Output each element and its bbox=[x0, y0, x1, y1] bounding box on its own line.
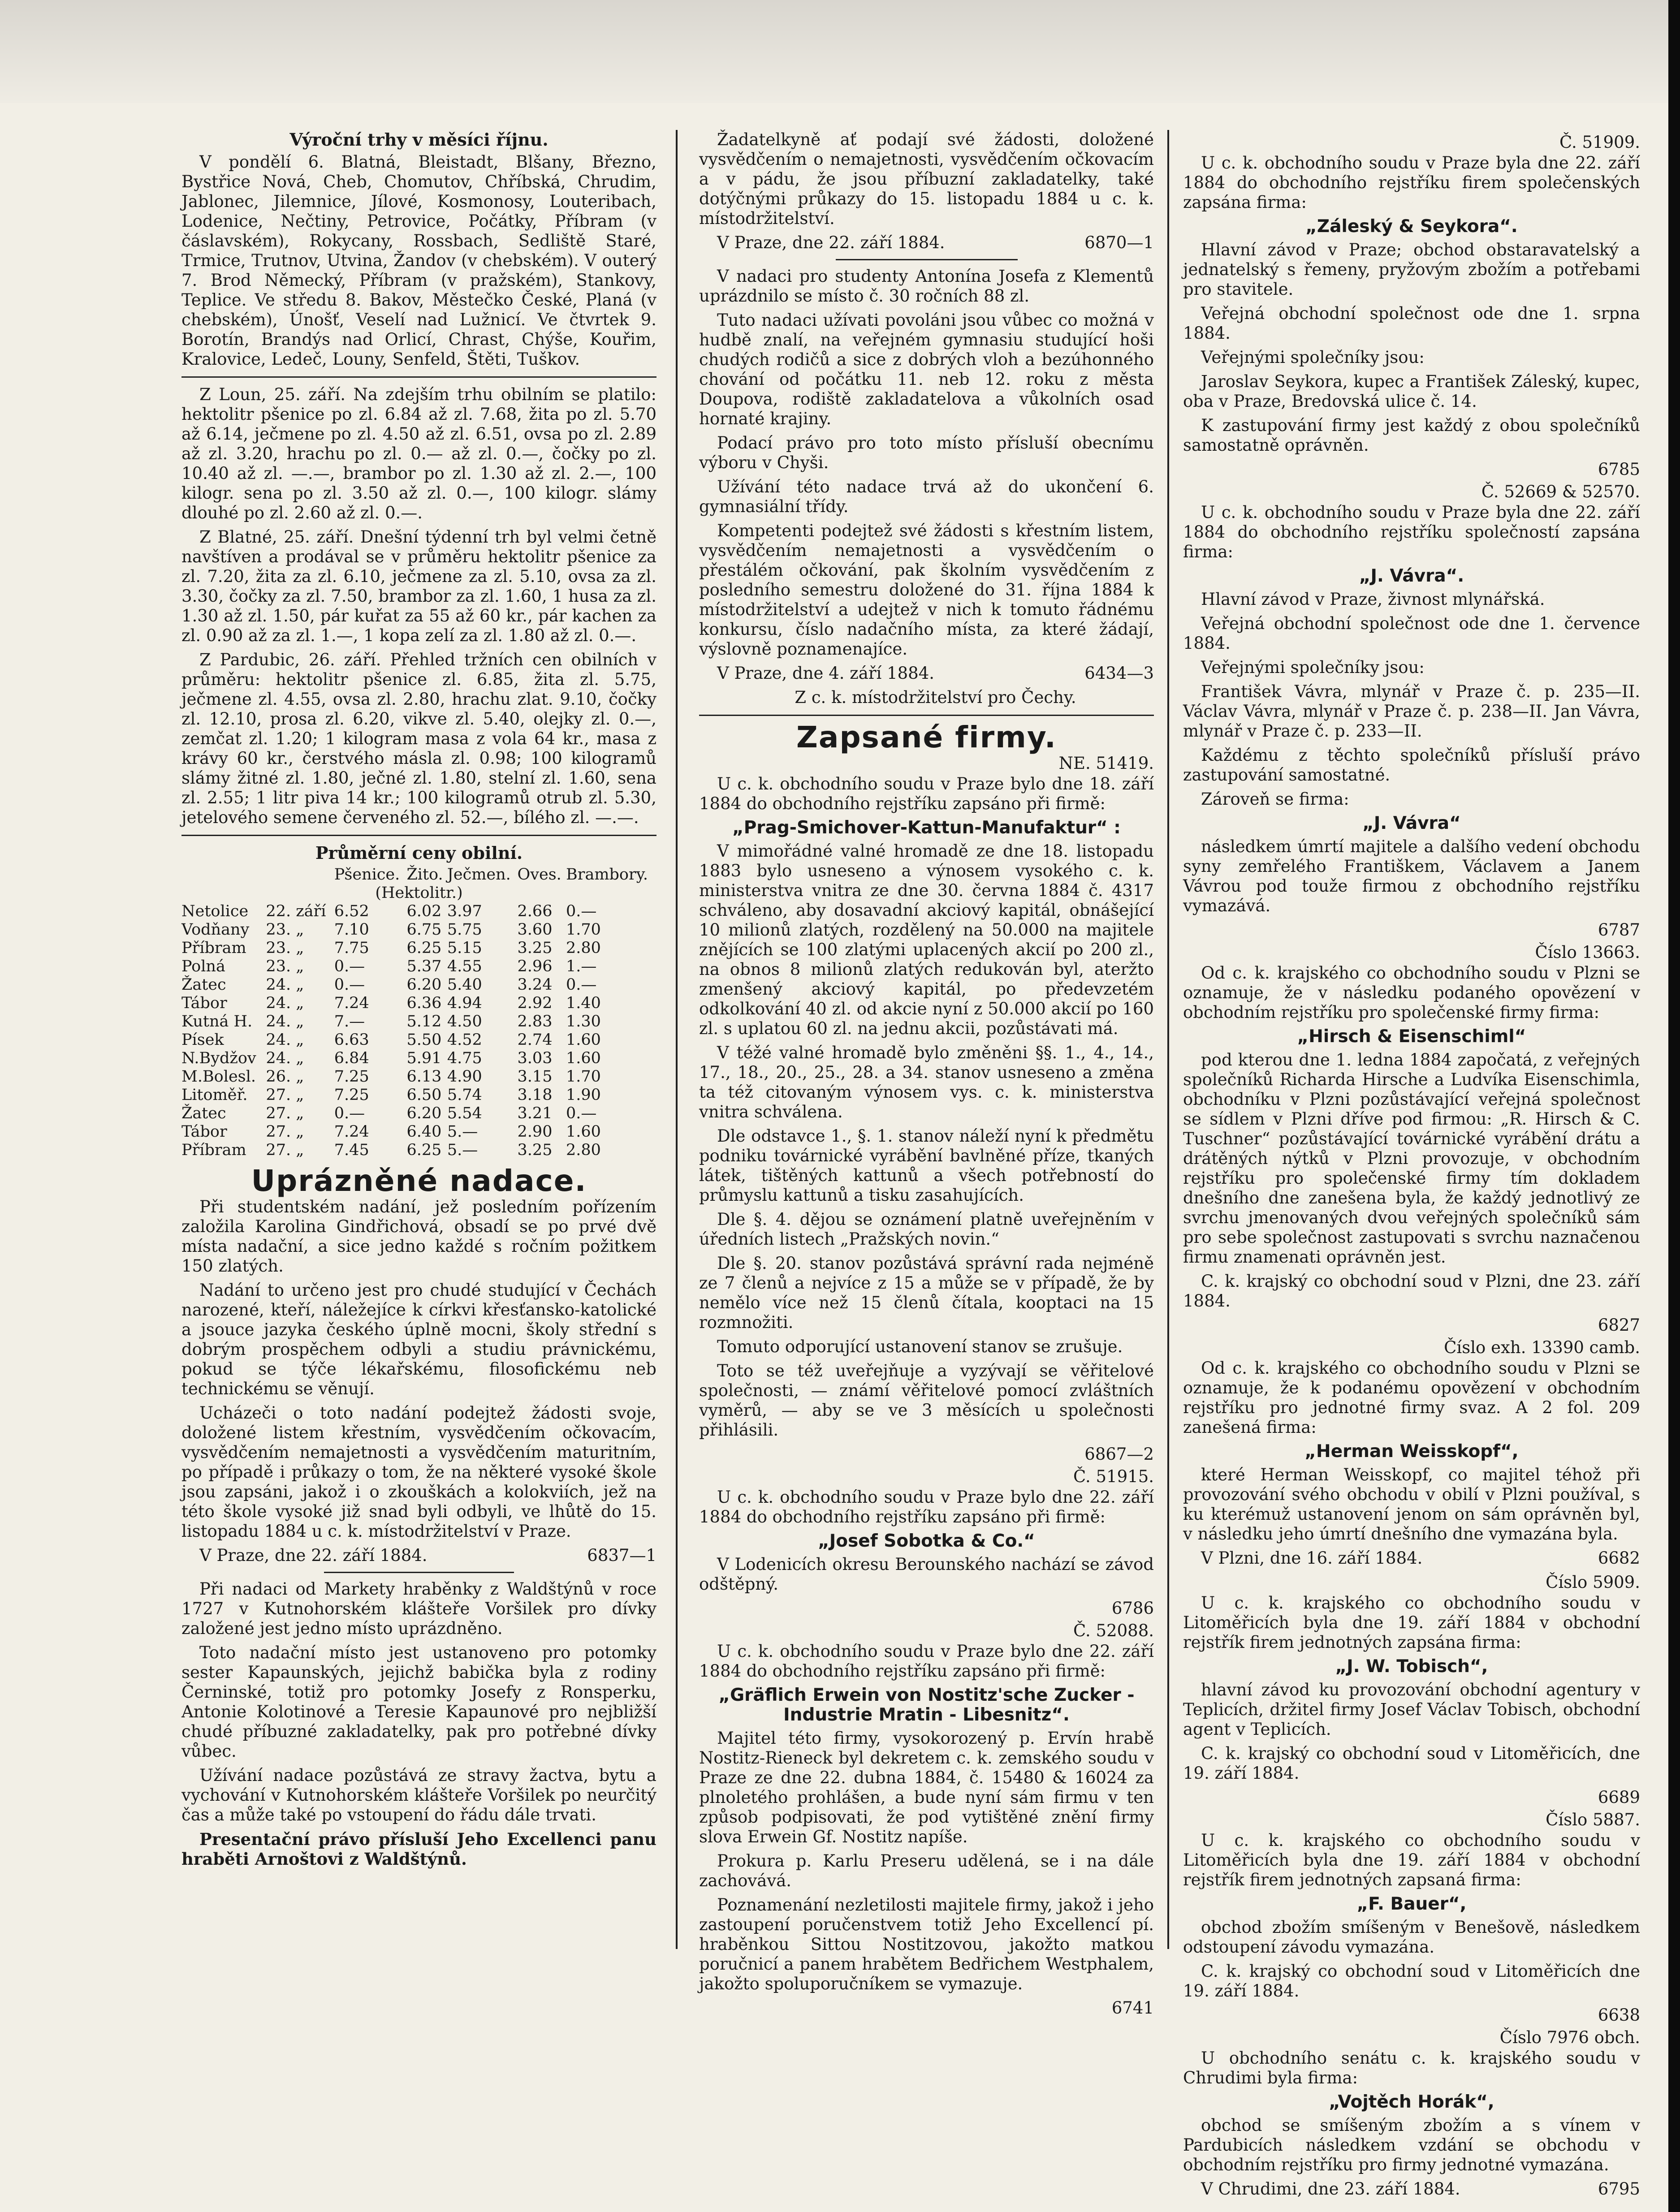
signature-date: V Praze, dne 22. září 1884. bbox=[717, 233, 945, 252]
entry-paragraph: František Vávra, mlynář v Praze č. p. 235—II. Václav Vávra, mlynář v Praze č. p. 238—II. Jan Vávra, mlynář v Praze č. p. 233—II. bbox=[1183, 682, 1640, 741]
prices-cell: 0.— bbox=[566, 902, 597, 920]
col-header: Brambory. bbox=[566, 866, 648, 884]
signature-line bbox=[1183, 1548, 1640, 1568]
entry-intro: U c. k. obchodního soudu v Praze bylo dne 18. září 1884 do obchodního rejstříku zapsáno při firmě: bbox=[699, 774, 1154, 813]
prices-cell: Litoměř. bbox=[181, 1086, 248, 1104]
prices-row bbox=[181, 1049, 656, 1068]
prices-cell: 24. „ bbox=[266, 1031, 304, 1049]
nadace-paragraph: Při studentském nadání, jež posledním pořízením založila Karolina Gindřichová, obsadí se po prvé dvě místa nadační, a sice jedno každé s ročním požitkem 150 zlatých. bbox=[181, 1197, 656, 1276]
prices-cell: 22. září bbox=[266, 902, 326, 920]
prices-cell: 24. „ bbox=[266, 976, 304, 994]
divider bbox=[324, 1572, 514, 1573]
prices-cell: 7.24 bbox=[334, 1123, 369, 1141]
prices-cell: Tábor bbox=[181, 994, 227, 1012]
nadace-paragraph: Při nadaci od Markety hraběnky z Waldštýnů v roce 1727 v Kutnohorském klášteře Voršilek pro dívky založené jest jedno místo uprázdněno. bbox=[181, 1579, 656, 1638]
notice-number: 6786 bbox=[1111, 1599, 1154, 1618]
prices-table bbox=[181, 866, 656, 1160]
notice-number: 6827 bbox=[1598, 1315, 1640, 1335]
prices-cell: 4.52 bbox=[447, 1031, 482, 1049]
prices-cell: 2.96 bbox=[517, 957, 553, 975]
prices-cell: Netolice bbox=[181, 902, 249, 920]
prices-cell: 1.40 bbox=[566, 994, 601, 1012]
notice-number: 6837—1 bbox=[587, 1546, 656, 1565]
prices-cell: 6.50 bbox=[406, 1086, 442, 1104]
divider bbox=[836, 259, 1018, 260]
prices-cell: 3.24 bbox=[517, 976, 553, 994]
prices-cell: 3.15 bbox=[517, 1068, 553, 1086]
prices-cell: 6.52 bbox=[334, 902, 369, 920]
prices-cell: 3.25 bbox=[517, 1141, 553, 1159]
entry-paragraph: C. k. krajský co obchodní soud v Litoměřicích, dne 19. září 1884. bbox=[1183, 1744, 1640, 1783]
column-1 bbox=[181, 130, 656, 1873]
prices-cell: 0.— bbox=[566, 1104, 597, 1122]
entry-paragraph: V Lodenicích okresu Berounského nachází se závod odštěpný. bbox=[699, 1555, 1154, 1594]
entry-paragraph: Veřejnými společníky jsou: bbox=[1201, 658, 1425, 677]
page-top-shadow bbox=[0, 0, 1680, 103]
prices-header-row bbox=[181, 866, 656, 884]
prices-cell: 6.36 bbox=[406, 994, 442, 1012]
entry-paragraph: V téžé valné hromadě bylo změněni §§. 1., 4., 14., 17., 18., 20., 25., 28. a 34. stanov usneseno a změna ta též citovaným výnosem vys. c. k. ministerstva vnitra schválena. bbox=[699, 1043, 1154, 1121]
entry-paragraph: obchod se smíšeným zbožím a s vínem v Pardubicích následkem vzdání se obchodu v obchodním rejstříku pro firmy jednotné vymazána. bbox=[1183, 2116, 1640, 2174]
column-divider-2 bbox=[1167, 130, 1169, 1949]
prices-row bbox=[181, 957, 656, 976]
prices-cell: Vodňany bbox=[181, 921, 250, 939]
prices-cell: Polná bbox=[181, 957, 225, 975]
nadace-paragraph: Užívání nadace pozůstává ze stravy žactva, bytu a vychování v Kutnohorském klášteře Voršilek po neurčitý čas a může také po vstoupení do řádu dále trvati. bbox=[181, 1766, 656, 1824]
prices-cell: Příbram bbox=[181, 1141, 246, 1159]
prices-cell: 23. „ bbox=[266, 921, 304, 939]
prices-cell: 24. „ bbox=[266, 1013, 304, 1031]
notice-number: 6867—2 bbox=[1084, 1444, 1154, 1464]
prices-cell: Žatec bbox=[181, 1104, 226, 1122]
prices-cell: 6.40 bbox=[406, 1123, 442, 1141]
entry-intro: U c. k. krajského co obchodního soudu v Litoměřicích byla dne 19. září 1884 v obchodní rejstřík firem jednotných zapsána firma: bbox=[1183, 1593, 1640, 1652]
prices-cell: 5.— bbox=[447, 1141, 478, 1159]
entry-paragraph: Tomuto odporující ustanovení stanov se zrušuje. bbox=[717, 1337, 1123, 1356]
column-divider-1 bbox=[676, 130, 678, 1949]
col-header: Oves. bbox=[517, 866, 561, 884]
prices-cell: 5.40 bbox=[447, 976, 482, 994]
prices-row bbox=[181, 1031, 656, 1049]
entry-intro: U c. k. obchodního soudu v Praze bylo dne 22. září 1884 do obchodního rejstříku zapsáno při firmě: bbox=[699, 1642, 1154, 1681]
authority-line: Z c. k. místodržitelství pro Čechy. bbox=[795, 688, 1076, 707]
entry-paragraph: Veřejnými společníky jsou: bbox=[1201, 348, 1425, 367]
prices-cell: 5.91 bbox=[406, 1049, 442, 1067]
entry-paragraph: které Herman Weisskopf, co majitel téhož při provozování svého obchodu v obilí v Plzni používal, s ku kterémuž ustanovení jenom on sám oprávněn byl, v následku jeho úmrtí dnešního dne vymazána byla. bbox=[1183, 1465, 1640, 1544]
prices-cell: 1.70 bbox=[566, 921, 601, 939]
market-report-pardubice: Z Pardubic, 26. září. Přehled tržních cen obilních v průměru: hektolitr pšenice zl. 6.85, žita zl. 5.75, ječmene zl. 4.55, ovsa zl. 2.80, hrachu zlat. 9.10, čočky zl. 12.10, prosa zl. 6.20, vikve zl. 5.40, olejky zl. 0.—, zemčat zl. 1.20; 1 kilogram masa z vola 64 kr., masa z krávy 60 kr., čerstvého másla zl. 0.98; 100 kilogramů slámy žitné zl. 1.80, ječné zl. 1.80, stelní zl. 1.60, sena zl. 2.55; 1 litr piva 14 kr.; 100 kilogramů otrub zl. 5.30, jetelového semene červeného zl. 52.—, bílého zl. —.—. bbox=[181, 650, 656, 827]
prices-heading: Průměrní ceny obilní. bbox=[315, 843, 523, 863]
prices-cell: 1.70 bbox=[566, 1068, 601, 1086]
prices-cell: 7.25 bbox=[334, 1086, 369, 1104]
entry-paragraph: Veřejná obchodní společnost ode dne 1. srpna 1884. bbox=[1183, 304, 1640, 343]
entry-intro: U obchodního senátu c. k. krajského soudu v Chrudimi byla firma: bbox=[1183, 2048, 1640, 2087]
prices-cell: 26. „ bbox=[266, 1068, 304, 1086]
entry-paragraph: Zároveň se firma: bbox=[1201, 789, 1349, 809]
prices-cell: 6.02 bbox=[406, 902, 442, 920]
signature-date: V Chrudimi, dne 23. září 1884. bbox=[1201, 2179, 1460, 2199]
prices-cell: 3.03 bbox=[517, 1049, 553, 1067]
prices-cell: 5.50 bbox=[406, 1031, 442, 1049]
market-report-blatna: Z Blatné, 25. září. Dnešní týdenní trh byl velmi četně navštíven a prodával se v průměru hektolitr pšenice za zl. 7.20, žita za zl. 6.10, ječmene za zl. 5.10, ovsa za zl. 3.30, čočky za zl. 7.50, brambor za zl. 1.60, 1 husa za zl. 1.30 až zl. 1.50, pár kuřat za 55 až 60 kr., pár kachen za zl. 0.90 až za zl. 1.—, 1 kopa zelí za zl. 1.80 až zl. 0.—. bbox=[181, 527, 656, 645]
entry-intro: Od c. k. krajského co obchodního soudu v Plzni se oznamuje, že v následku podaného opovězení v obchodním rejstříku pro společenské firmy firma: bbox=[1183, 963, 1640, 1022]
notice-paragraph: Žadatelkyně ať podají své žádosti, doložené vysvědčením o nemajetnosti, vysvědčením očkovacím a v pádu, že jsou příbuzní zakladatelky, také dotýčnými průkazy do 15. listopadu 1884 u c. k. místodržitelství. bbox=[699, 130, 1154, 228]
prices-cell: 4.50 bbox=[447, 1013, 482, 1031]
signature-date: V Praze, dne 4. září 1884. bbox=[717, 664, 935, 683]
firmy-heading: Zapsané firmy. bbox=[796, 720, 1057, 755]
signature-line bbox=[699, 233, 1154, 253]
firm-name: „Gräflich Erwein von Nostitz'sche Zucker - Industrie Mratin - Libesnitz“. bbox=[718, 1685, 1135, 1725]
prices-cell: 6.20 bbox=[406, 976, 442, 994]
prices-cell: 2.74 bbox=[517, 1031, 553, 1049]
prices-cell: 1.— bbox=[566, 957, 597, 975]
prices-cell: 7.— bbox=[334, 1013, 365, 1031]
entry-paragraph: K zastupování firmy jest každý z obou společníků samostatně oprávněn. bbox=[1183, 416, 1640, 455]
firm-name: „Herman Weisskopf“, bbox=[1304, 1441, 1519, 1462]
prices-cell: Písek bbox=[181, 1031, 224, 1049]
entry-paragraph: Veřejná obchodní společnost ode dne 1. července 1884. bbox=[1183, 614, 1640, 653]
prices-cell: 1.30 bbox=[566, 1013, 601, 1031]
entry-intro: U c. k. obchodního soudu v Praze byla dne 22. září 1884 do obchodního rejstříku společností zapsána firma: bbox=[1183, 503, 1640, 561]
page-right-edge bbox=[1668, 0, 1680, 2212]
prices-cell: 5.— bbox=[447, 1123, 478, 1141]
entry-paragraph: Každému z těchto společníků přísluší právo zastupování samostatné. bbox=[1183, 746, 1640, 785]
prices-cell: 0.— bbox=[334, 957, 365, 975]
entry-paragraph: Hlavní závod v Praze; obchod obstaravatelský a jednatelský s řemeny, pryžovým zbožím a potřebami pro stavitele. bbox=[1183, 240, 1640, 299]
prices-cell: N.Bydžov bbox=[181, 1049, 256, 1067]
prices-subheader: (Hektolitr.) bbox=[375, 884, 463, 902]
entry-intro: U c. k. obchodního soudu v Praze bylo dne 22. září 1884 do obchodního rejstříku zapsáno při firmě: bbox=[699, 1488, 1154, 1526]
entry-paragraph: Majitel této firmy, vysokorozený p. Ervín hrabě Nostitz-Rieneck byl dekretem c. k. zemského soudu v Praze ze dne 22. dubna 1884, č. 15480 & 16024 za plnoletého prohlášen, a bude nyní sám firmu v ten způsob podpisovati, že pod vytištěné znění firmy slova Erwein Gf. Nostitz napíše. bbox=[699, 1729, 1154, 1846]
prices-cell: 4.90 bbox=[447, 1068, 482, 1086]
prices-cell: 3.25 bbox=[517, 939, 553, 957]
entry-paragraph: Dle §. 20. stanov pozůstává správní rada nejméně ze 7 členů a nejvíce z 15 a může se v případě, že by nemělo více než 15 členů čítala, kooptaci na 15 rozmnožiti. bbox=[699, 1254, 1154, 1332]
entry-number: Č. 52669 & 52570. bbox=[1481, 482, 1640, 501]
col-header: Žito. bbox=[406, 866, 443, 884]
prices-body bbox=[181, 902, 656, 1160]
divider bbox=[181, 835, 656, 836]
entry-paragraph: Dle §. 4. dějou se oznámení platně uveřejněním v úředních listech „Pražských novin.“ bbox=[699, 1210, 1154, 1249]
entry-paragraph: Prokura p. Karlu Preseru udělená, se i na dále zachovává. bbox=[699, 1851, 1154, 1890]
entry-paragraph: Toto se též uveřejňuje a vyzývají se věřitelové společnosti, — známí věřitelové pomocí zvláštních vyměrů, — aby se ve 3 měsících u společnosti přihlásili. bbox=[699, 1361, 1154, 1440]
prices-cell: 24. „ bbox=[266, 1049, 304, 1067]
prices-cell: 7.75 bbox=[334, 939, 369, 957]
signature-date: V Praze, dne 22. září 1884. bbox=[199, 1546, 428, 1565]
prices-cell: 7.25 bbox=[334, 1068, 369, 1086]
entry-number: NE. 51419. bbox=[1058, 754, 1154, 773]
prices-cell: 2.80 bbox=[566, 1141, 601, 1159]
firm-name: „J. W. Tobisch“, bbox=[1335, 1656, 1488, 1677]
prices-cell: 6.63 bbox=[334, 1031, 369, 1049]
col-header bbox=[266, 866, 334, 884]
entry-number: Číslo 7976 obch. bbox=[1499, 2028, 1640, 2047]
entry-paragraph: obchod zbožím smíšeným v Benešově, následkem odstoupení závodu vymazána. bbox=[1183, 1918, 1640, 1957]
prices-cell: 24. „ bbox=[266, 994, 304, 1012]
entry-number: Č. 51915. bbox=[1073, 1467, 1154, 1486]
entry-number: Č. 51909. bbox=[1559, 133, 1640, 152]
prices-row bbox=[181, 976, 656, 994]
prices-cell: 1.90 bbox=[566, 1086, 601, 1104]
prices-cell: 2.66 bbox=[517, 902, 553, 920]
col-header: Ječmen. bbox=[447, 866, 511, 884]
firm-name: „F. Bauer“, bbox=[1356, 1894, 1467, 1914]
prices-cell: Tábor bbox=[181, 1123, 227, 1141]
prices-cell: 3.60 bbox=[517, 921, 553, 939]
firm-name: „Prag-Smichover-Kattun-Manufaktur“ : bbox=[732, 818, 1121, 838]
notice-number: 6870—1 bbox=[1084, 233, 1154, 252]
notice-number: 6795 bbox=[1598, 2179, 1640, 2199]
prices-cell: 1.60 bbox=[566, 1049, 601, 1067]
notice-paragraph: Tuto nadaci užívati povoláni jsou vůbec co možná v hudbě znalí, na veřejném gymnasiu studující hoši chudých rodičů a sice z dobrých vloh a bezúhonného chování od počátku 11. neb 12. roku z města Doupova, rodiště zakladatelova a vůkolních osad hornaté krajiny. bbox=[699, 310, 1154, 428]
column-2 bbox=[699, 130, 1154, 2019]
notice-number: 6682 bbox=[1598, 1548, 1640, 1568]
prices-cell: 7.24 bbox=[334, 994, 369, 1012]
col-header bbox=[181, 866, 266, 884]
divider bbox=[699, 715, 1154, 716]
prices-row bbox=[181, 1104, 656, 1123]
prices-row bbox=[181, 994, 656, 1013]
firm-name: „J. Vávra“. bbox=[1359, 566, 1464, 586]
prices-cell: 27. „ bbox=[266, 1086, 304, 1104]
column-3 bbox=[1183, 130, 1640, 2203]
notice-number: 6787 bbox=[1598, 920, 1640, 940]
notice-number: 6689 bbox=[1598, 1788, 1640, 1807]
entry-paragraph: Hlavní závod v Praze, živnost mlynářská. bbox=[1201, 590, 1545, 609]
prices-cell: 6.13 bbox=[406, 1068, 442, 1086]
entry-number: Číslo 5887. bbox=[1546, 1810, 1640, 1829]
prices-row bbox=[181, 939, 656, 957]
entry-paragraph: pod kterou dne 1. ledna 1884 započatá, z veřejných společníků Richarda Hirsche a Ludvíka Eisenschimla, obchodníku v Plzni pozůstávající veřejná společnost se sídlem v Plzni dříve pod firmou: „R. Hirsch & C. Tuschner“ pozůstávající továrnické vyrábění drátu a drátěných nýtků v Plzni provozuje, v obchodním rejstříku pro společenské firmy tím dokladem dnešního dne zanešena byla, že každý jednotlivý ze svrchu jmenovaných dvou veřejných společníků sám pro sebe společnost zastupovati s svrchu naznačenou firmu znamenati oprávněn jest. bbox=[1183, 1050, 1640, 1267]
entry-number: Číslo 13663. bbox=[1535, 943, 1640, 962]
prices-cell: 4.75 bbox=[447, 1049, 482, 1067]
notice-paragraph: V nadaci pro studenty Antonína Josefa z Klementů uprázdnilo se místo č. 30 ročních 88 zl. bbox=[699, 267, 1154, 306]
entry-paragraph: následkem úmrtí majitele a dalšího vedení obchodu syny zemřelého Františkem, Václavem a Janem Vávrou pod touže firmou z obchodního rejstříku vymazává. bbox=[1183, 837, 1640, 915]
prices-cell: 1.60 bbox=[566, 1031, 601, 1049]
notice-number: 6638 bbox=[1598, 2005, 1640, 2025]
prices-cell: M.Bolesl. bbox=[181, 1068, 256, 1086]
nadace-paragraph: Nadání to určeno jest pro chudé studující v Čechách narozené, kteří, náležejíce k církvi křesťansko-katolické a jsouce jazyka českého úplně mocni, školy střední s dobrým prospěchem odbyli a studiu právnickému, pokud se týče lékařskému, filosofickému neb technickému se věnují. bbox=[181, 1281, 656, 1398]
nadace-heading: Uprázněné nadace. bbox=[251, 1164, 587, 1198]
prices-cell: 6.20 bbox=[406, 1104, 442, 1122]
signature-date: V Plzni, dne 16. září 1884. bbox=[1201, 1548, 1423, 1568]
nadace-paragraph: Ucházeči o toto nadání podejtež žádosti svoje, doložené listem křestním, vysvědčením očkovacím, vysvědčením nemajetnosti a vysvědčením maturitním, po případě i průkazy o tom, že na některé vysoké škole jsou zapsáni, jakož i o zkouškách a kolokviích, jež na této škole vysoké již snad byli odbyli, ve lhůtě do 15. listopadu 1884 u c. k. místodržitelství v Praze. bbox=[181, 1403, 656, 1541]
entry-paragraph: Dle odstavce 1., §. 1. stanov náleží nyní k předmětu podniku továrnické vyrábění bavlněné příze, tkaných látek, tištěných kattunů a všech potřebností do průmyslu kattunů a tisku zasahujících. bbox=[699, 1126, 1154, 1205]
entry-paragraph: V mimořádné valné hromadě ze dne 18. listopadu 1883 bylo usneseno a výnosem vysokého c. k. ministerstva vnitra ze dne 30. června 1884 č. 4317 schváleno, aby dosavadní akciový kapitál, obnášející 10 milionů zlatých, rozdělený na 50.000 na majitele znějících se 100 zlatými uplacených akcií po 200 zl., na obnos 8 milionů zlatých redukován byl, ateržto zmenšený akciový kapitál, po předevzetém odkolkování 40 zl. od akcie nyní z 50.000 akcií po 160 zl. s uplatou 60 zl. na jednu akcii, pozůstávati má. bbox=[699, 841, 1154, 1038]
prices-cell: 23. „ bbox=[266, 939, 304, 957]
notice-number: 6785 bbox=[1598, 460, 1640, 479]
entry-number: Číslo exh. 13390 camb. bbox=[1444, 1338, 1640, 1357]
prices-row bbox=[181, 1068, 656, 1086]
entry-intro: U c. k. krajského co obchodního soudu v Litoměřicích byla dne 19. září 1884 v obchodní rejstřík firem jednotných zapsaná firma: bbox=[1183, 1831, 1640, 1889]
entry-paragraph: C. k. krajský co obchodní soud v Plzni, dne 23. září 1884. bbox=[1183, 1272, 1640, 1311]
prices-cell: 27. „ bbox=[266, 1141, 304, 1159]
prices-cell: 2.80 bbox=[566, 939, 601, 957]
signature-line bbox=[1183, 2179, 1640, 2199]
prices-cell: 6.84 bbox=[334, 1049, 369, 1067]
entry-paragraph: Poznamenání nezletilosti majitele firmy, jakož i jeho zastoupení poručenstvem totiž Jeho Excellencí pí. hraběnkou Sittou Nostitzovou, jakožto matkou poručnicí a panem hrabětem Bedřichem Westphalem, jakožto spoluporučníkem se vymazuje. bbox=[699, 1895, 1154, 1993]
prices-cell: 3.97 bbox=[447, 902, 482, 920]
prices-cell: 6.25 bbox=[406, 1141, 442, 1159]
fairs-text: V pondělí 6. Blatná, Bleistadt, Blšany, Březno, Bystřice Nová, Cheb, Chomutov, Chříbská, Chrudim, Jablonec, Jilemnice, Jílové, Kosmonosy, Louteribach, Lodenice, Nečtiny, Petrovice, Počátky, Příbram (v čáslavském), Rokycany, Rossbach, Sedliště Staré, Trmice, Trutnov, Utvina, Žandov (v chebském). V outerý 7. Brod Německý, Příbram (v pražském), Stankovy, Teplice. Ve středu 8. Bakov, Městečko České, Planá (v chebském), Únošť, Veselí nad Lužnicí. Ve čtvrtek 9. Borotín, Brandýs nad Orlicí, Chrast, Chýše, Kouřim, Kralovice, Ledeč, Louny, Senfeld, Štěti, Tuškov. bbox=[181, 152, 656, 369]
prices-cell: 3.18 bbox=[517, 1086, 553, 1104]
col-header: Pšenice. bbox=[334, 866, 400, 884]
prices-cell: 5.15 bbox=[447, 939, 482, 957]
prices-cell: 0.— bbox=[566, 976, 597, 994]
firm-name: „Vojtěch Horák“, bbox=[1329, 2092, 1494, 2112]
prices-cell: 3.21 bbox=[517, 1104, 553, 1122]
prices-cell: 27. „ bbox=[266, 1123, 304, 1141]
prices-row bbox=[181, 921, 656, 939]
prices-cell: 0.— bbox=[334, 1104, 365, 1122]
prices-cell: 5.12 bbox=[406, 1013, 442, 1031]
prices-cell: 6.25 bbox=[406, 939, 442, 957]
prices-cell: Žatec bbox=[181, 976, 226, 994]
prices-cell: 23. „ bbox=[266, 957, 304, 975]
prices-row bbox=[181, 1013, 656, 1031]
entry-intro: Od c. k. krajského co obchodního soudu v Plzni se oznamuje, že k podanému opovězení v obchodním rejstříku pro jednotné firmy svaz. A 2 fol. 209 zanešená firma: bbox=[1183, 1358, 1640, 1437]
prices-cell: Příbram bbox=[181, 939, 246, 957]
notice-paragraph: Užívání této nadace trvá až do ukončení 6. gymnasiální třídy. bbox=[699, 477, 1154, 516]
nadace-paragraph: Toto nadační místo jest ustanoveno pro potomky sester Kapaunských, jejichž babička byla z rodiny Černinské, totiž pro potomky Josefy z Ronsperku, Antonie Kolotinové a Teresie Kapaunové pro nejbližší chudé příbuzné zakladatelky, pak pro potřebné dívky vůbec. bbox=[181, 1643, 656, 1761]
entry-intro: U c. k. obchodního soudu v Praze byla dne 22. září 1884 do obchodního rejstříku firem společenských zapsána firma: bbox=[1183, 153, 1640, 212]
prices-cell: 5.54 bbox=[447, 1104, 482, 1122]
prices-cell: 2.83 bbox=[517, 1013, 553, 1031]
prices-cell: 27. „ bbox=[266, 1104, 304, 1122]
prices-cell: 1.60 bbox=[566, 1123, 601, 1141]
prices-cell: 2.92 bbox=[517, 994, 553, 1012]
divider bbox=[181, 376, 656, 378]
prices-cell: 5.74 bbox=[447, 1086, 482, 1104]
prices-cell: 4.55 bbox=[447, 957, 482, 975]
notice-number: 6434—3 bbox=[1084, 664, 1154, 683]
signature-line bbox=[699, 664, 1154, 683]
notice-paragraph: Kompetenti podejtež své žádosti s křestním listem, vysvědčením nemajetnosti a vysvědčením o přestálém očkování, pak školním vysvědčením z posledního semestru doložené do 31. října 1884 k místodržitelství a udejtež v nich k tomuto řádnému konkursu, číslo nadačního místa, za které žádají, výslovně poznamenajíce. bbox=[699, 521, 1154, 659]
prices-cell: 5.37 bbox=[406, 957, 442, 975]
prices-row bbox=[181, 1141, 656, 1160]
market-report-louny: Z Loun, 25. září. Na zdejším trhu obilním se platilo: hektolitr pšenice po zl. 6.84 až zl. 7.68, žita po zl. 5.70 až 6.14, ječmene po zl. 4.50 až zl. 6.51, ovsa po zl. 2.89 až zl. 3.20, hrachu po zl. 0.— až zl. 0.—, čočky po zl. 10.40 až zl. —.—, brambor po zl. 1.30 až zl. 2.—, 100 kilogr. sena po zl. 3.50 až zl. 0.—, 100 kilogr. slámy dlouhé po zl. 2.60 až zl. 0.—. bbox=[181, 385, 656, 522]
notice-paragraph: Podací právo pro toto místo přísluší obecnímu výboru v Chyši. bbox=[699, 433, 1154, 472]
notice-number: 6741 bbox=[1111, 1998, 1154, 2018]
prices-cell: 4.94 bbox=[447, 994, 482, 1012]
prices-cell: 0.— bbox=[334, 976, 365, 994]
entry-paragraph: hlavní závod ku provozování obchodní agentury v Teplicích, držitel firmy Josef Václav Tobisch, obchodní agent v Teplicích. bbox=[1183, 1680, 1640, 1739]
prices-row bbox=[181, 1086, 656, 1104]
prices-row bbox=[181, 1123, 656, 1141]
firm-name: „Josef Sobotka & Co.“ bbox=[818, 1531, 1035, 1551]
prices-row bbox=[181, 902, 656, 921]
prices-cell: 6.75 bbox=[406, 921, 442, 939]
firm-name: „J. Vávra“ bbox=[1362, 813, 1461, 833]
firm-name: „Záleský & Seykora“. bbox=[1305, 216, 1518, 237]
fairs-heading: Výroční trhy v měsíci říjnu. bbox=[289, 129, 548, 150]
prices-cell: 7.45 bbox=[334, 1141, 369, 1159]
entry-paragraph: C. k. krajský co obchodní soud v Litoměřicích dne 19. září 1884. bbox=[1183, 1962, 1640, 2001]
prices-cell: 5.75 bbox=[447, 921, 482, 939]
prices-cell: 7.10 bbox=[334, 921, 369, 939]
entry-number: Č. 52088. bbox=[1073, 1621, 1154, 1640]
entry-number: Číslo 5909. bbox=[1546, 1573, 1640, 1592]
prices-cell: 2.90 bbox=[517, 1123, 553, 1141]
signature-line bbox=[181, 1546, 656, 1565]
nadace-paragraph: Presentační právo přísluší Jeho Excellenci panu hraběti Arnoštovi z Waldštýnů. bbox=[181, 1829, 656, 1869]
firm-name: „Hirsch & Eisenschiml“ bbox=[1297, 1026, 1526, 1047]
prices-cell: Kutná H. bbox=[181, 1013, 253, 1031]
entry-paragraph: Jaroslav Seykora, kupec a František Záleský, kupec, oba v Praze, Bredovská ulice č. 14. bbox=[1183, 372, 1640, 411]
